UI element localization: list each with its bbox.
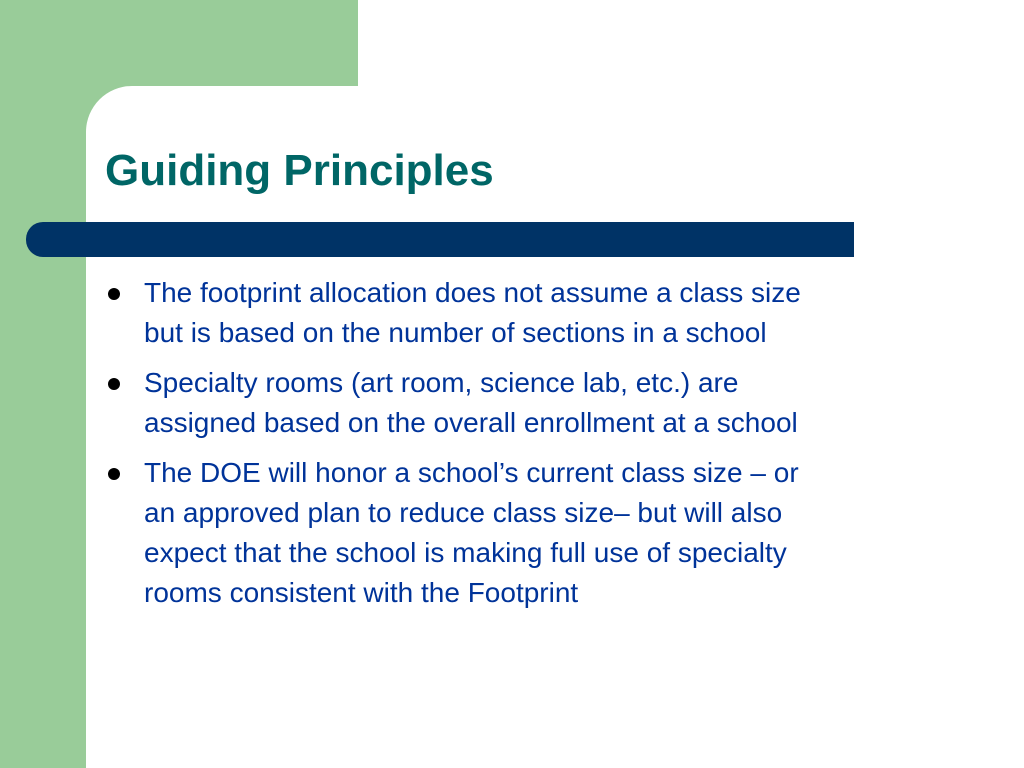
bullet-dot-icon [108,378,120,390]
bullet-item [100,453,980,613]
bullet-list [100,273,980,623]
bullet-dot-icon [108,468,120,480]
bullet-text: Specialty rooms (art room, science lab, etc.) are assigned based on the overall enrollment at a school [144,367,798,438]
bullet-text: The DOE will honor a school’s current class size – or an approved plan to reduce class size– but will also expect that the school is making full use of specialty rooms consistent with the Footprint [144,457,799,608]
bullet-dot-icon [108,288,120,300]
bullet-text: The footprint allocation does not assume a class size but is based on the number of sections in a school [144,277,801,348]
bullet-item [100,273,980,353]
title-divider-bar [26,222,854,257]
bullet-item [100,363,980,443]
slide-title: Guiding Principles [105,146,494,195]
